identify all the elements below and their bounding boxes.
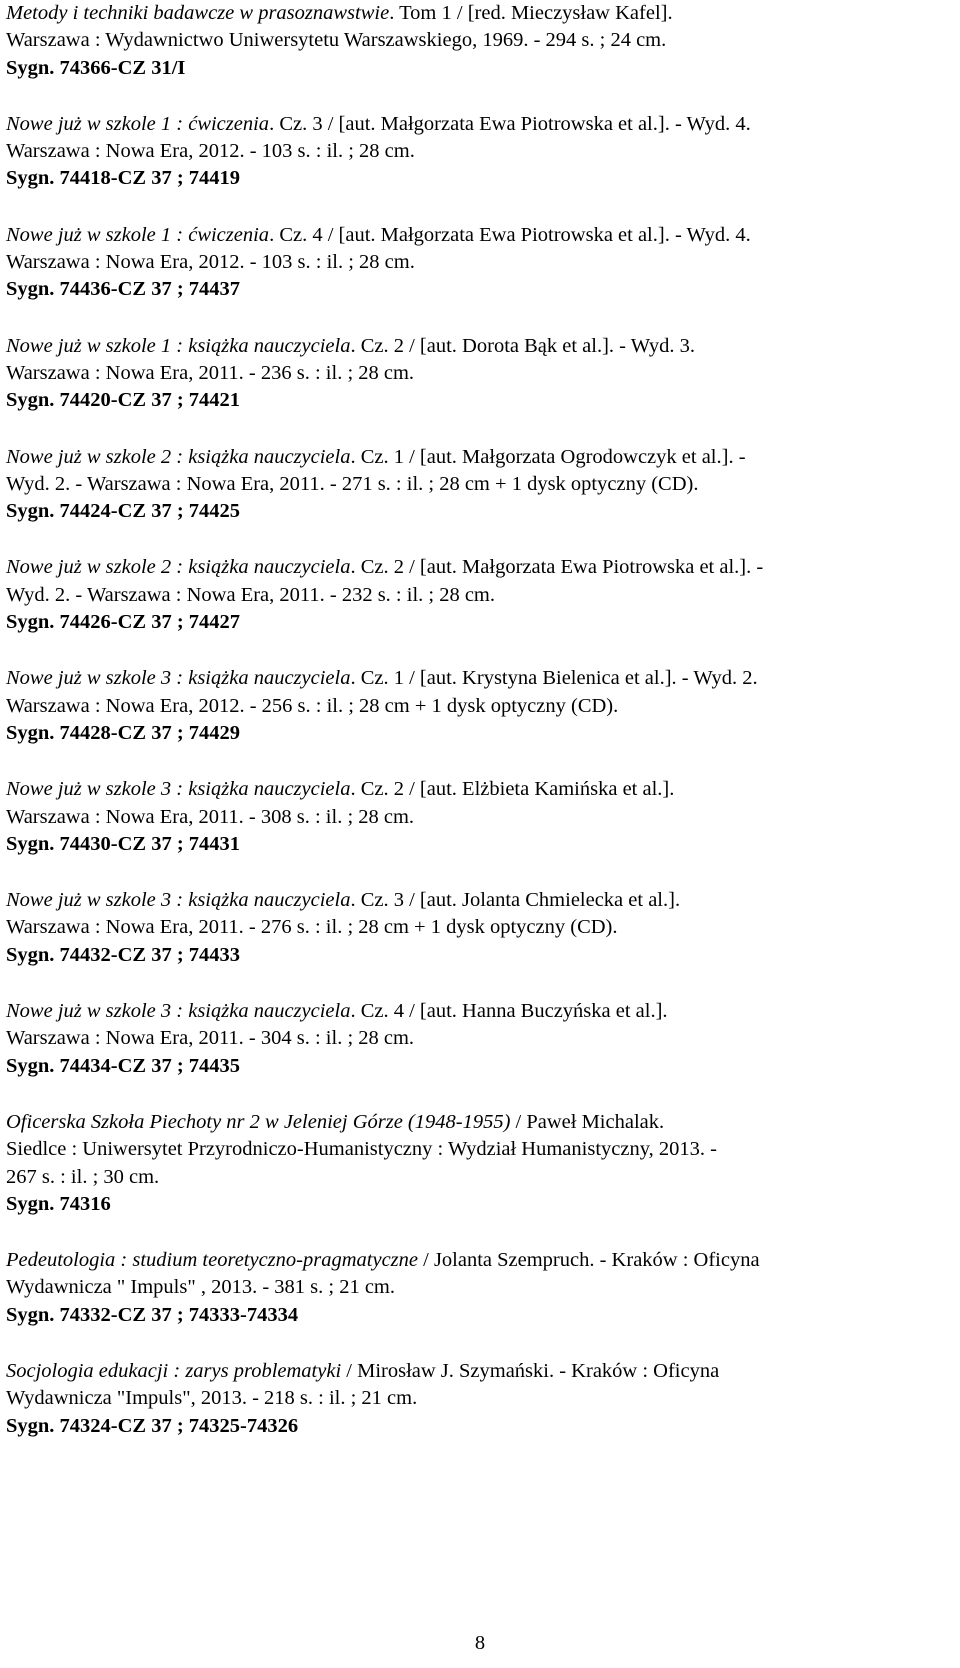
entry-publication: Warszawa : Wydawnictwo Uniwersytetu Warszawskiego, 1969. - 294 s. ; 24 cm. xyxy=(6,29,667,52)
entry-title: Metody i techniki badawcze w prasoznawstwie xyxy=(6,2,390,24)
entry-call-number: Sygn. 74428-CZ 37 ; 74429 xyxy=(6,721,241,744)
bibliography-entry xyxy=(6,1247,951,1329)
entry-title: Nowe już w szkole 3 : książka nauczyciela xyxy=(6,1000,351,1023)
entry-details: . Cz. 4 / [aut. Hanna Buczyńska et al.]. xyxy=(350,1000,668,1023)
entry-details: . Cz. 2 / [aut. Małgorzata Ewa Piotrowska et al.]. - xyxy=(350,556,764,579)
entry-publication: Warszawa : Nowa Era, 2011. - 304 s. : il. ; 28 cm. xyxy=(6,1027,415,1050)
entry-title: Nowe już w szkole 3 : książka nauczyciela xyxy=(6,667,351,690)
entry-publication: Warszawa : Nowa Era, 2012. - 103 s. : il. ; 28 cm. xyxy=(6,140,415,163)
entry-call-number: Sygn. 74332-CZ 37 ; 74333-74334 xyxy=(6,1303,299,1326)
entry-publication: Warszawa : Nowa Era, 2011. - 308 s. : il. ; 28 cm. xyxy=(6,805,415,828)
entry-line-1 xyxy=(6,998,951,1025)
entry-publication: Warszawa : Nowa Era, 2011. - 276 s. : il. ; 28 cm + 1 dysk optyczny (CD). xyxy=(6,916,618,939)
bibliography-entry xyxy=(6,0,951,82)
entry-publication: Wydawnicza " Impuls" , 2013. - 381 s. ; 21 cm. xyxy=(6,1276,395,1299)
bibliography-entry xyxy=(6,333,951,415)
entry-line-1 xyxy=(6,1109,951,1136)
entry-details: . Cz. 4 / [aut. Małgorzata Ewa Piotrowska et al.]. - Wyd. 4. xyxy=(269,223,751,246)
entry-publication: Wydawnicza "Impuls", 2013. - 218 s. : il. ; 21 cm. xyxy=(6,1387,418,1410)
entry-publication: Warszawa : Nowa Era, 2012. - 103 s. : il. ; 28 cm. xyxy=(6,251,415,274)
entry-publication: Warszawa : Nowa Era, 2012. - 256 s. : il. ; 28 cm + 1 dysk optyczny (CD). xyxy=(6,694,619,717)
bibliography-entry xyxy=(6,222,951,304)
entry-title: Nowe już w szkole 3 : książka nauczyciela xyxy=(6,778,351,801)
entry-details: . Cz. 3 / [aut. Małgorzata Ewa Piotrowska et al.]. - Wyd. 4. xyxy=(269,112,751,135)
entry-line-1 xyxy=(6,0,951,27)
entry-details: / Paweł Michalak. xyxy=(510,1110,665,1133)
entry-call-number: Sygn. 74434-CZ 37 ; 74435 xyxy=(6,1054,241,1077)
entry-line-1 xyxy=(6,111,951,138)
entry-title: Nowe już w szkole 3 : książka nauczyciela xyxy=(6,889,351,912)
bibliography-list xyxy=(6,0,951,1469)
bibliography-entry xyxy=(6,554,951,636)
entry-title: Socjologia edukacji : zarys problematyki xyxy=(6,1359,342,1382)
bibliography-entry xyxy=(6,887,951,969)
entry-title: Pedeutologia : studium teoretyczno-pragmatyczne xyxy=(6,1249,418,1272)
entry-line-1 xyxy=(6,222,951,249)
entry-call-number: Sygn. 74424-CZ 37 ; 74425 xyxy=(6,500,241,523)
entry-title: Nowe już w szkole 1 : książka nauczyciela xyxy=(6,334,351,357)
entry-call-number: Sygn. 74420-CZ 37 ; 74421 xyxy=(6,389,241,412)
bibliography-entry xyxy=(6,1358,951,1440)
entry-title: Nowe już w szkole 1 : ćwiczenia xyxy=(6,223,270,246)
entry-call-number: Sygn. 74316 xyxy=(6,1192,111,1215)
bibliography-entry xyxy=(6,665,951,747)
entry-line-1 xyxy=(6,333,951,360)
entry-call-number: Sygn. 74436-CZ 37 ; 74437 xyxy=(6,278,241,301)
entry-details: / Mirosław J. Szymański. - Kraków : Oficyna xyxy=(341,1359,720,1382)
entry-publication-continued: 267 s. : il. ; 30 cm. xyxy=(6,1165,160,1188)
entry-call-number: Sygn. 74430-CZ 37 ; 74431 xyxy=(6,832,241,855)
entry-call-number: Sygn. 74418-CZ 37 ; 74419 xyxy=(6,167,241,190)
entry-title: Oficerska Szkoła Piechoty nr 2 w Jeleniej Górze (1948-1955) xyxy=(6,1110,511,1133)
bibliography-entry xyxy=(6,776,951,858)
entry-call-number: Sygn. 74324-CZ 37 ; 74325-74326 xyxy=(6,1414,299,1437)
entry-details: . Tom 1 / [red. Mieczysław Kafel]. xyxy=(389,2,673,24)
entry-details: . Cz. 1 / [aut. Małgorzata Ogrodowczyk et al.]. - xyxy=(350,445,746,468)
entry-line-1 xyxy=(6,887,951,914)
entry-details: . Cz. 3 / [aut. Jolanta Chmielecka et al.]. xyxy=(350,889,681,912)
entry-title: Nowe już w szkole 1 : ćwiczenia xyxy=(6,112,270,135)
entry-call-number: Sygn. 74432-CZ 37 ; 74433 xyxy=(6,943,241,966)
bibliography-entry xyxy=(6,111,951,193)
entry-line-1 xyxy=(6,665,951,692)
entry-call-number: Sygn. 74366-CZ 31/I xyxy=(6,56,186,79)
entry-title: Nowe już w szkole 2 : książka nauczyciela xyxy=(6,445,351,468)
entry-line-1 xyxy=(6,1247,951,1274)
page-number: 8 xyxy=(474,1632,486,1654)
entry-publication: Wyd. 2. - Warszawa : Nowa Era, 2011. - 271 s. : il. ; 28 cm + 1 dysk optyczny (CD). xyxy=(6,472,699,495)
entry-details: . Cz. 2 / [aut. Elżbieta Kamińska et al.]. xyxy=(350,778,675,801)
bibliography-entry xyxy=(6,1109,951,1218)
entry-line-1 xyxy=(6,776,951,803)
entry-line-1 xyxy=(6,444,951,471)
entry-line-1 xyxy=(6,1358,951,1385)
bibliography-entry xyxy=(6,444,951,526)
entry-details: . Cz. 2 / [aut. Dorota Bąk et al.]. - Wyd. 3. xyxy=(350,334,695,357)
entry-line-1 xyxy=(6,554,951,581)
entry-call-number: Sygn. 74426-CZ 37 ; 74427 xyxy=(6,611,241,634)
entry-details: . Cz. 1 / [aut. Krystyna Bielenica et al.]. - Wyd. 2. xyxy=(350,667,758,690)
entry-title: Nowe już w szkole 2 : książka nauczyciela xyxy=(6,556,351,579)
bibliography-entry xyxy=(6,998,951,1080)
entry-publication: Wyd. 2. - Warszawa : Nowa Era, 2011. - 232 s. : il. ; 28 cm. xyxy=(6,583,496,606)
entry-publication: Warszawa : Nowa Era, 2011. - 236 s. : il. ; 28 cm. xyxy=(6,361,415,384)
entry-publication: Siedlce : Uniwersytet Przyrodniczo-Humanistyczny : Wydział Humanistyczny, 2013. - xyxy=(6,1138,717,1161)
entry-details: / Jolanta Szempruch. - Kraków : Oficyna xyxy=(418,1249,760,1272)
